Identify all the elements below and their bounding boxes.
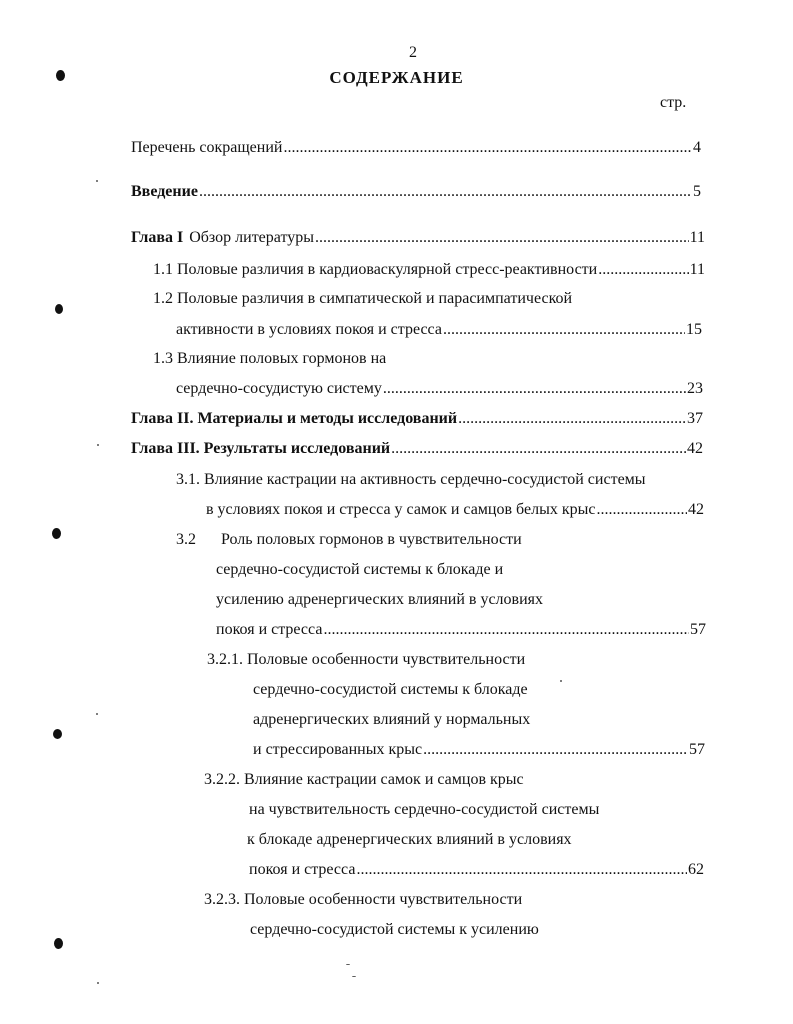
toc-entry-3-2-number: 3.2	[176, 531, 196, 548]
toc-entry-3-1	[206, 501, 704, 521]
toc-entry-page: 42	[687, 440, 703, 457]
page-number: 2	[409, 44, 417, 61]
toc-entry-3-2-1-line1: 3.2.1. Половые особенности чувствительности	[207, 651, 526, 668]
toc-entry-1-2-line1: 1.2 Половые различия в симпатической и парасимпатической	[153, 290, 573, 307]
page-column-label: стр.	[660, 94, 687, 111]
punch-hole-mark	[56, 70, 65, 81]
toc-entry-text: Введение	[131, 183, 198, 200]
toc-entry-1-3-line1: 1.3 Влияние половых гормонов на	[153, 350, 387, 367]
toc-entry-page: 11	[689, 261, 705, 278]
toc-entry-3-2-2	[249, 861, 704, 881]
toc-entry-page: 57	[690, 621, 706, 638]
toc-entry-text: покоя и стресса	[249, 861, 356, 878]
scan-speck	[97, 444, 99, 446]
toc-entry-1-2	[176, 321, 702, 341]
toc-entry-text: сердечно-сосудистую систему	[176, 380, 382, 397]
toc-entry-3-2	[216, 621, 706, 641]
toc-entry-text: Перечень сокращений	[131, 139, 283, 156]
toc-entry-3-2-1-line3: адренергических влияний у нормальных	[253, 711, 531, 728]
toc-entry-page: 37	[687, 410, 703, 427]
toc-entry-page: 42	[688, 501, 704, 518]
scan-speck	[346, 964, 350, 965]
toc-entry-page: 23	[687, 380, 703, 397]
dot-leader	[323, 621, 689, 639]
toc-entry-page: 15	[686, 321, 702, 338]
dot-leader	[199, 183, 692, 201]
toc-entry-3-2-line1: Роль половых гормонов в чувствительности	[221, 531, 522, 548]
dot-leader	[356, 861, 687, 879]
toc-entry-3-2-3-line1: 3.2.3. Половые особенности чувствительности	[204, 891, 523, 908]
toc-entry-text: Обзор литературы	[189, 229, 314, 246]
chapter-number: Глава I	[131, 229, 184, 246]
toc-entry-chapter3	[131, 440, 703, 460]
dot-leader	[598, 261, 688, 279]
toc-entry-chapter2	[131, 410, 703, 430]
dot-leader	[383, 380, 686, 398]
dot-leader	[315, 229, 689, 247]
toc-entry-text: покоя и стресса	[216, 621, 323, 638]
toc-entry-text: Глава III. Результаты исследований	[131, 440, 391, 457]
toc-entry-page: 57	[689, 741, 705, 758]
toc-entry-3-2-1-line2: сердечно-сосудистой системы к блокаде	[253, 681, 528, 698]
toc-entry-page: 11	[689, 229, 705, 246]
toc-entry-page: 5	[693, 183, 701, 200]
toc-entry-3-2-line2: сердечно-сосудистой системы к блокаде и	[216, 561, 504, 578]
toc-entry-3-1-line1: 3.1. Влияние кастрации на активность сердечно-сосудистой системы	[176, 471, 646, 488]
toc-entry-3-2-1	[253, 741, 705, 761]
scan-speck	[560, 680, 562, 682]
punch-hole-mark	[55, 304, 63, 314]
toc-entry-page: 62	[688, 861, 704, 878]
toc-entry-page: 4	[693, 139, 701, 156]
scan-speck	[352, 976, 356, 977]
toc-entry-1-1	[153, 261, 705, 281]
toc-entry-text: активности в условиях покоя и стресса	[176, 321, 442, 338]
toc-entry-text: 1.1 Половые различия в кардиоваскулярной стресс-реактивности	[153, 261, 598, 278]
punch-hole-mark	[53, 729, 62, 739]
toc-entry-chapter1	[131, 229, 705, 249]
scan-speck	[96, 180, 98, 182]
dot-leader	[443, 321, 685, 339]
toc-entry-3-2-2-line3: к блокаде адренергических влияний в условиях	[247, 831, 572, 848]
punch-hole-mark	[54, 938, 63, 949]
dot-leader	[423, 741, 688, 759]
dot-leader	[283, 139, 692, 157]
toc-entry-text: Глава II. Материалы и методы исследований	[131, 410, 458, 427]
toc-entry-3-2-3-line2: сердечно-сосудистой системы к усилению	[250, 921, 539, 938]
punch-hole-mark	[52, 528, 61, 539]
scan-speck	[96, 713, 98, 715]
toc-entry-3-2-line3: усилению адренергических влияний в условиях	[216, 591, 543, 608]
dot-leader	[596, 501, 687, 519]
toc-entry-text: и стрессированных крыс	[253, 741, 423, 758]
toc-entry-abbreviations	[131, 139, 701, 159]
toc-entry-1-3	[176, 380, 703, 400]
page-title: СОДЕРЖАНИЕ	[329, 68, 464, 87]
scan-speck	[97, 982, 99, 984]
dot-leader	[458, 410, 686, 428]
toc-entry-text: в условиях покоя и стресса у самок и самцов белых крыс	[206, 501, 596, 518]
toc-entry-3-2-2-line2: на чувствительность сердечно-сосудистой системы	[249, 801, 600, 818]
toc-entry-3-2-2-line1: 3.2.2. Влияние кастрации самок и самцов крыс	[204, 771, 524, 788]
toc-entry-introduction	[131, 183, 701, 203]
dot-leader	[391, 440, 686, 458]
